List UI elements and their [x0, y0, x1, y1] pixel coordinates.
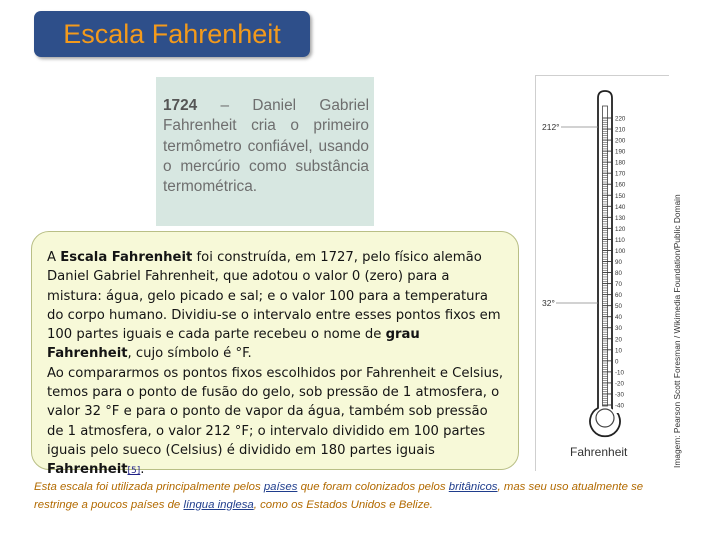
footer-t3: , mas seu uso atualmente se restringe a poucos países de	[34, 481, 644, 511]
reference-link[interactable]: [5]	[127, 466, 141, 477]
scale-label: 100	[615, 247, 626, 255]
explanation-text	[47, 248, 507, 482]
p1-start: A	[47, 250, 61, 265]
link-paises[interactable]: países	[263, 481, 298, 493]
scale-label: 170	[615, 170, 626, 178]
scale-label: -40	[615, 402, 624, 410]
footer-t2: que foram colonizados pelos	[297, 481, 449, 493]
scale-label: 150	[615, 192, 626, 200]
explanation-box	[31, 231, 519, 478]
scale-label: 200	[615, 137, 626, 145]
thermometer-bulb	[596, 409, 614, 427]
scale-label: 110	[615, 236, 625, 244]
scale-label: 90	[615, 259, 622, 266]
scale-label: 80	[615, 270, 622, 278]
footer-t1: Esta escala foi utilizada principalmente pelos	[34, 481, 264, 493]
p2-end: .	[140, 462, 145, 478]
scale-label: 50	[615, 303, 622, 311]
scale-label: 140	[615, 203, 626, 211]
scale-label: 210	[615, 126, 626, 134]
p1-bold-scale: Escala Fahrenheit	[60, 250, 193, 265]
scale-label: 20	[615, 336, 622, 344]
scale-label: -30	[615, 391, 624, 399]
thermometer-caption: Fahrenheit	[570, 445, 628, 459]
history-note-box	[156, 77, 374, 226]
image-credit: Imagem: Pearson Scott Foresman / Wikimedia Foundation/Public Domain	[672, 194, 682, 468]
link-lingua-inglesa[interactable]: língua inglesa	[183, 498, 254, 511]
scale-label: 220	[615, 115, 626, 123]
footer-note	[34, 479, 674, 514]
scale-label: -10	[615, 369, 624, 377]
scale-label: 30	[615, 325, 622, 333]
note-year: 1724	[163, 97, 198, 114]
history-note-text	[163, 96, 369, 197]
scale-label: 10	[615, 347, 622, 355]
p1-bold-degree: grau Fahrenheit	[47, 327, 420, 362]
p1-end: , cujo símbolo é °F.	[127, 346, 252, 362]
link-britanicos[interactable]: britânicos	[448, 481, 498, 493]
note-body: – Daniel Gabriel Fahrenheit cria o primeiro termômetro confiável, usando o mercúrio como substância termométrica.	[163, 97, 369, 196]
footer-t4: , como os Estados Unidos e Belize.	[253, 498, 433, 511]
scale-label: 160	[615, 181, 626, 189]
scale-label: 120	[615, 225, 626, 233]
scale-label: 70	[615, 281, 622, 289]
scale-label: 130	[615, 214, 626, 222]
scale-label: 0	[615, 358, 619, 366]
p1-middle: foi construída, em 1727, pelo físico alemão Daniel Gabriel Fahrenheit, que adotou o valor 0 (zero) para a mistura: água, gelo picado e sal; e o valor 100 para a temperatura do corpo humano. Dividiu-se o intervalo entre esses pontos fixos em 100 partes iguais e cada parte recebeu o nome de	[47, 250, 501, 343]
scale-label: 190	[615, 148, 626, 156]
slide-title-banner	[34, 11, 310, 57]
marker-212-label: 212°	[542, 122, 560, 132]
thermometer-image	[535, 75, 669, 471]
scale-label: 180	[615, 159, 626, 167]
scale-label: 40	[615, 314, 622, 322]
p2-text: Ao compararmos os pontos fixos escolhidos por Fahrenheit e Celsius, temos para o ponto de fusão do gelo, sob pressão de 1 atmosfera, o valor 32 °F e para o ponto de vapor da água, também sob pressão de 1 atmosfera, o valor 212 °F; o intervalo dividido em 100 partes iguais pelo sueco (Celsius) é dividido em 180 partes iguais	[47, 365, 504, 458]
marker-32-label: 32°	[542, 298, 555, 308]
scale-label: 60	[615, 292, 622, 300]
scale-label: -20	[615, 380, 624, 388]
slide-title: Escala Fahrenheit	[63, 18, 281, 49]
p2-bold: Fahrenheit	[47, 462, 128, 478]
thermometer-illustration	[536, 76, 669, 471]
